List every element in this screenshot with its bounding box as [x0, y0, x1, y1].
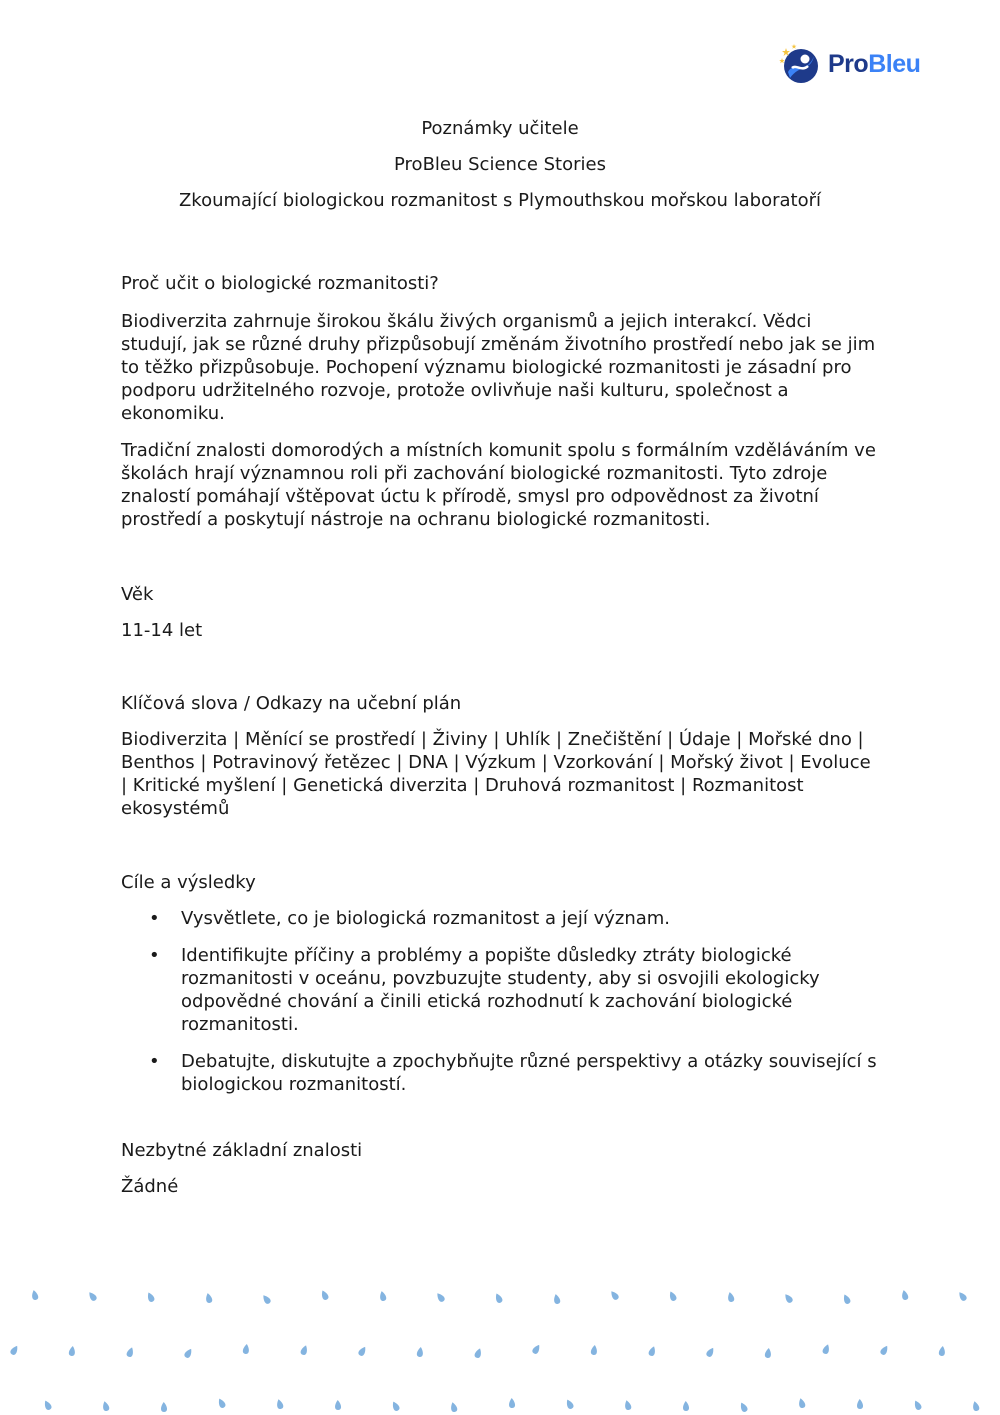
- water-drop-icon: [435, 1291, 446, 1303]
- why-paragraph-1: Biodiverzita zahrnuje širokou škálu živých organismů a jejich interakcí. Vědci studují, jak se různé druhy přizpůsobují změnám životního prostředí nebo jak se jim to těžko přizpůsobuje. Pochopení významu biologické rozmanitosti je zásadní pro podporu udržitelného rozvoje, protože ovlivňuje naši kulturu, společnost a ekonomiku.: [121, 311, 876, 424]
- title-story: Zkoumající biologickou rozmanitost s Plymouthskou mořskou laboratoří: [178, 190, 822, 211]
- water-drop-icon: [126, 1346, 135, 1357]
- water-drop-icon: [335, 1400, 342, 1410]
- water-drop-icon: [9, 1344, 19, 1356]
- why-heading: Proč učit o biologické rozmanitosti?: [121, 273, 439, 294]
- water-drop-icon: [102, 1400, 110, 1411]
- water-drop-icon: [494, 1292, 504, 1304]
- water-drop-icon: [183, 1347, 193, 1359]
- water-drop-icon: [416, 1347, 423, 1358]
- why-paragraph-2: Tradiční znalosti domorodých a místních komunit spolu s formálním vzděláváním ve školách hrají významnou roli při zachování biologické rozmanitosti. Tyto zdroje znalostí pomáhají vštěpovat úctu k přírodě, smysl pro odpovědnost za životní prostředí a poskytují nástroje na ochranu biologické rozmanitosti.: [121, 440, 876, 530]
- bullet-icon: •: [149, 945, 160, 966]
- goals-list: [121, 907, 881, 1096]
- water-drop-icon: [357, 1345, 367, 1357]
- water-drop-icon: [565, 1398, 575, 1410]
- water-drop-icon: [842, 1293, 852, 1305]
- water-drop-icon: [242, 1344, 249, 1355]
- water-drop-icon: [648, 1345, 657, 1356]
- water-drop-pattern: [0, 1280, 1000, 1415]
- water-drop-icon: [474, 1347, 483, 1358]
- water-drop-icon: [972, 1400, 980, 1411]
- logo-text-bleu: Bleu: [868, 49, 921, 78]
- background-value: Žádné: [121, 1176, 179, 1197]
- document-titles: [0, 119, 1000, 227]
- water-drop-icon: [590, 1345, 597, 1356]
- water-drop-icon: [31, 1289, 39, 1300]
- water-drop-icon: [87, 1290, 98, 1302]
- section-background-knowledge: [121, 1139, 881, 1198]
- water-drop-icon: [379, 1290, 387, 1301]
- water-drop-icon: [68, 1346, 75, 1357]
- goal-text: Identifikujte příčiny a problémy a popište důsledky ztráty biologické rozmanitosti v oceánu, povzbuzujte studenty, aby si osvojili ekologicky odpovědné chování a činili etická rozhodnutí k zachování biologické rozmanitosti.: [181, 945, 820, 1035]
- water-drop-icon: [798, 1397, 806, 1408]
- water-drop-icon: [901, 1289, 909, 1300]
- goals-heading: Cíle a výsledky: [121, 872, 256, 893]
- probleu-globe-icon: [778, 42, 822, 86]
- bullet-icon: •: [149, 1051, 160, 1072]
- water-drop-icon: [43, 1399, 53, 1411]
- water-drop-icon: [300, 1344, 309, 1355]
- title-teacher-notes: Poznámky učitele: [421, 118, 579, 139]
- water-drop-icon: [727, 1291, 735, 1302]
- water-drop-icon: [261, 1293, 272, 1305]
- section-keywords: [121, 692, 881, 820]
- water-drop-icon: [146, 1291, 156, 1303]
- water-drop-icon: [879, 1344, 889, 1356]
- water-drop-icon: [938, 1346, 945, 1357]
- list-item: [121, 944, 881, 1036]
- water-drop-icon: [531, 1343, 541, 1355]
- goal-text: Debatujte, diskutujte a zpochybňujte různé perspektivy a otázky související s biologickou rozmanitostí.: [181, 1051, 877, 1095]
- water-drop-icon: [783, 1292, 794, 1304]
- water-drop-icon: [276, 1398, 284, 1409]
- section-age: [121, 583, 881, 642]
- goal-text: Vysvětlete, co je biologická rozmanitost a její význam.: [181, 908, 671, 929]
- water-drop-icon: [668, 1290, 678, 1302]
- water-drop-icon: [161, 1402, 168, 1412]
- water-drop-icon: [705, 1346, 715, 1358]
- water-drop-icon: [913, 1399, 923, 1411]
- water-drop-icon: [683, 1401, 690, 1411]
- water-drop-icon: [857, 1399, 864, 1409]
- list-item: [121, 1050, 881, 1096]
- bullet-icon: •: [149, 908, 160, 929]
- age-heading: Věk: [121, 584, 154, 605]
- water-drop-icon: [450, 1401, 458, 1412]
- water-drop-icon: [739, 1401, 749, 1413]
- water-drop-icon: [553, 1293, 561, 1304]
- water-drop-icon: [822, 1343, 831, 1354]
- keywords-heading: Klíčová slova / Odkazy na učební plán: [121, 693, 462, 714]
- probleu-logo: [778, 42, 920, 86]
- water-drop-icon: [320, 1289, 330, 1301]
- water-drop-icon: [217, 1397, 227, 1409]
- title-series: ProBleu Science Stories: [394, 154, 606, 175]
- section-goals: [121, 871, 881, 1110]
- water-drop-icon: [509, 1398, 516, 1408]
- logo-text-pro: Pro: [828, 49, 869, 78]
- logo-wordmark: [828, 50, 920, 79]
- water-drop-icon: [624, 1399, 632, 1410]
- keywords-text: Biodiverzita | Měnící se prostředí | Živiny | Uhlík | Znečištění | Údaje | Mořské dno | Benthos | Potravinový řetězec | DNA | Výzkum | Vzorkování | Mořský život | Evoluce | Kritické myšlení | Genetická diverzita | Druhová rozmanitost | Rozmanitost ekosystémů: [121, 729, 871, 819]
- water-drop-icon: [391, 1400, 401, 1412]
- water-drop-icon: [764, 1348, 771, 1359]
- section-why: [121, 272, 881, 545]
- water-drop-icon: [957, 1290, 968, 1302]
- water-drop-icon: [205, 1292, 213, 1303]
- background-heading: Nezbytné základní znalosti: [121, 1140, 363, 1161]
- list-item: [121, 907, 881, 930]
- water-drop-icon: [609, 1289, 620, 1301]
- age-value: 11-14 let: [121, 620, 203, 641]
